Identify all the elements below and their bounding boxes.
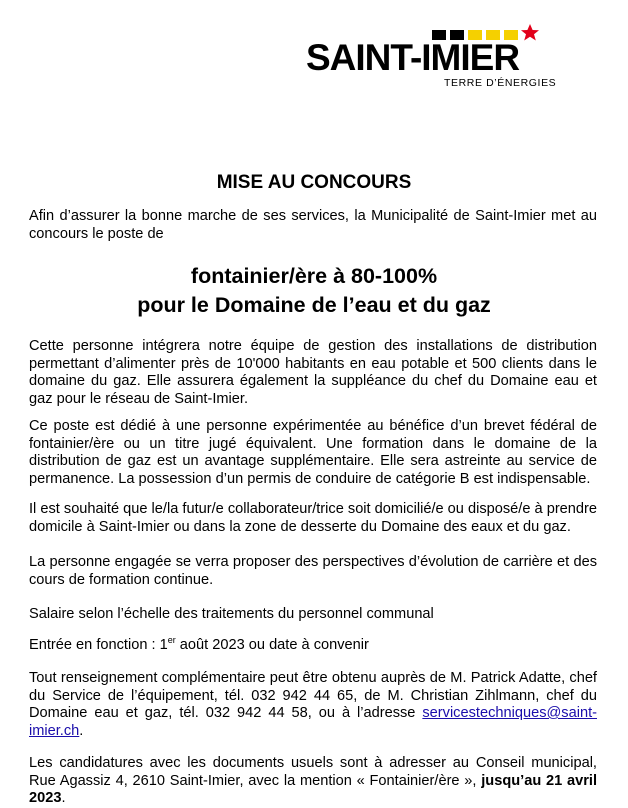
contact-paragraph (29, 670, 597, 740)
job-headline-line-1: fontainier/ère à 80-100% (190, 264, 438, 288)
application-text: Les candidatures avec les documents usuels sont à adresser au Conseil municipal, Rue Agassiz 4, 2610 Saint-Imier, avec la mention « Fontainier/ère », (29, 755, 597, 789)
residence-paragraph: Il est souhaité que le/la futur/e collaborateur/trice soit domicilié/e ou disposé/e à prendre domicile à Saint-Imier ou dans la zone de desserte du Domaine des eaux et du gaz. (29, 501, 597, 535)
job-headline-line-2: pour le Domaine de l’eau et du gaz (137, 293, 491, 317)
start-date-prefix: Entrée en fonction : 1 (29, 637, 168, 653)
logo-tagline: TERRE D’ÉNERGIES (444, 77, 557, 89)
start-date-suffix: août 2023 ou date à convenir (175, 637, 369, 653)
page-title: MISE AU CONCOURS (216, 172, 412, 193)
job-headline (0, 262, 628, 320)
logo-star-icon (521, 24, 539, 41)
requirements-paragraph: Ce poste est dédié à une personne expérimentée au bénéfice d’un brevet fédéral de fontainier/ère ou un titre jugé équivalent. Une formation dans le domaine de la distribution de gaz est un avantage supplémentaire. Elle sera astreinte au service de permanence. La possession d’un permis de conduire de catégorie B est indispensable. (29, 418, 597, 487)
start-date-superscript: er (167, 635, 176, 646)
application-end: . (61, 790, 66, 806)
intro-paragraph: Afin d’assurer la bonne marche de ses services, la Municipalité de Saint-Imier met au concours le poste de (29, 208, 597, 242)
application-paragraph (29, 755, 597, 808)
salary-paragraph: Salaire selon l’échelle des traitements du personnel communal (29, 606, 434, 622)
contact-email-link[interactable]: servicestechniques@saint-imier.ch (29, 705, 597, 739)
saint-imier-logo (306, 16, 566, 92)
logo-name: SAINT-IMIER (306, 37, 520, 78)
application-deadline: jusqu’au 21 avril 2023 (29, 772, 597, 806)
career-paragraph: La personne engagée se verra proposer des perspectives d’évolution de carrière et des cours de formation continue. (29, 554, 597, 588)
contact-text: Tout renseignement complémentaire peut être obtenu auprès de M. Patrick Adatte, chef du Service de l’équipement, tél. 032 942 44 65, de M. Christian Zihlmann, chef du Domaine eau et gaz, tél. 032 942 44 58, ou à l’adresse (29, 670, 597, 721)
description-paragraph: Cette personne intégrera notre équipe de gestion des installations de distribution permettant d’alimenter près de 10'000 habitants en eau potable et 500 clients dans le domaine du gaz. Elle assurera également la suppléance du chef du Domaine eau et gaz pour le réseau de Saint-Imier. (29, 338, 597, 407)
start-date-paragraph (29, 637, 597, 655)
contact-end: . (79, 722, 84, 739)
